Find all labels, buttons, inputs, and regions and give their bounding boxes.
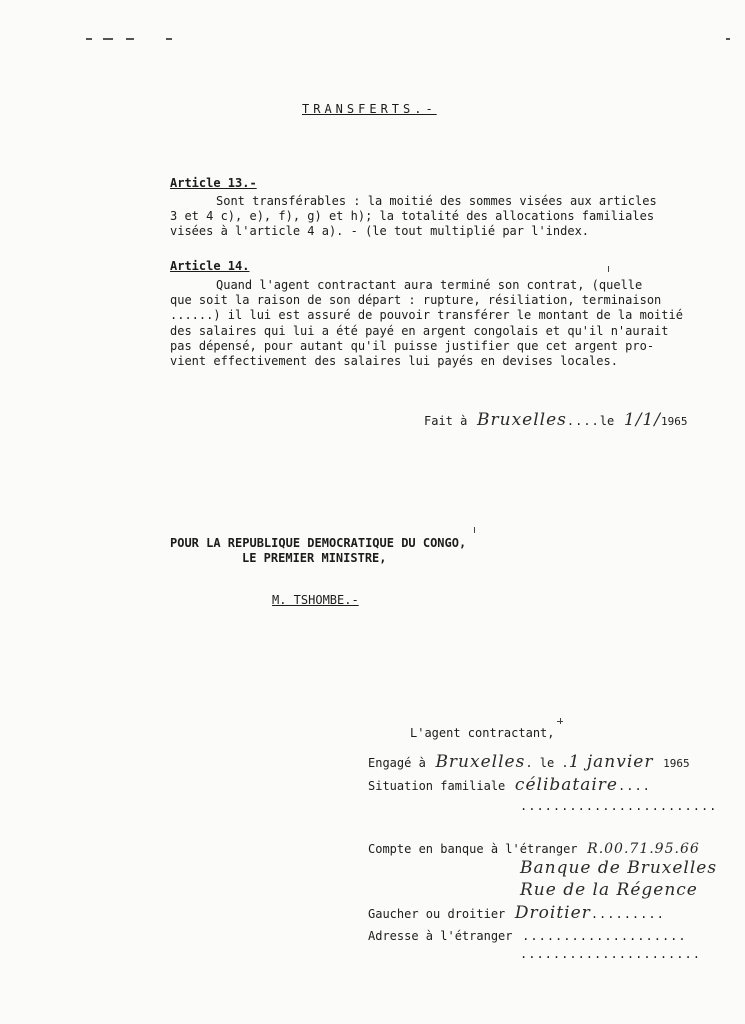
article-14-line: ......) il lui est assuré de pouvoir transférer le montant de la moitié <box>170 308 683 322</box>
article-14-line: que soit la raison de son départ : rupture, résiliation, terminaison <box>170 293 662 307</box>
article-14-line: vient effectivement des salaires lui payés en devises locales. <box>170 354 618 368</box>
engage-year: 1965 <box>663 757 690 770</box>
gaucher-label: Gaucher ou droitier <box>368 907 506 921</box>
engage-line <box>368 752 690 772</box>
fait-dots: .... <box>566 414 600 428</box>
fait-line <box>424 410 687 430</box>
article-13-line: visées à l'article 4 a). - (le tout multiplié par l'index. <box>170 224 590 238</box>
gaucher-line <box>368 903 665 923</box>
compte-number-handwritten: R.00.71.95.66 <box>587 841 700 857</box>
agent-heading: L'agent contractant, <box>410 726 555 740</box>
article-14-line: des salaires qui lui a été payé en argent congolais et qu'il n'aurait <box>170 324 669 338</box>
article-13-line: Sont transférables : la moitié des sommes visées aux articles <box>216 194 657 208</box>
scan-speck <box>103 38 113 40</box>
adresse-label: Adresse à l'étranger <box>368 929 513 943</box>
situation-blank-line: ........................ <box>520 799 718 813</box>
article-13-line: 3 et 4 c), e), f), g) et h); la totalité des allocations familiales <box>170 209 655 223</box>
document-title: TRANSFERTS.- <box>302 102 437 116</box>
adresse-line <box>368 925 687 944</box>
situation-line <box>368 775 651 795</box>
signatory-line-1: POUR LA REPUBLIQUE DEMOCRATIQUE DU CONGO, <box>170 536 467 550</box>
article-14-heading: Article 14. <box>170 259 250 273</box>
compte-label: Compte en banque à l'étranger <box>368 842 578 856</box>
fait-label: Fait à <box>424 414 468 428</box>
scan-speck <box>166 38 172 40</box>
scan-mark <box>557 721 563 722</box>
article-14-line: Quand l'agent contractant aura terminé son contrat, (quelle <box>216 278 643 292</box>
engage-place-handwritten: Bruxelles <box>435 752 526 772</box>
scan-speck <box>86 38 92 40</box>
scan-speck <box>126 38 134 40</box>
article-13-heading: Article 13.- <box>170 176 257 190</box>
situation-label: Situation familiale <box>368 779 506 793</box>
gaucher-value-handwritten: Droitier <box>514 903 591 923</box>
scan-mark <box>608 266 609 272</box>
engage-le: . le . <box>525 756 569 770</box>
adresse-dots: .................... <box>522 929 687 943</box>
scan-speck <box>726 38 730 40</box>
engage-label: Engagé à <box>368 756 426 770</box>
gaucher-dots: ......... <box>590 907 665 921</box>
signatory-name: M. TSHOMBE.- <box>272 593 359 607</box>
article-14-line: pas dépensé, pour autant qu'il puisse justifier que cet argent pro- <box>170 339 655 353</box>
fait-year: 1965 <box>660 415 688 428</box>
scan-mark <box>474 527 475 533</box>
compte-line <box>368 838 700 857</box>
situation-value-handwritten: célibataire <box>514 775 618 795</box>
adresse-blank-line: ...................... <box>520 947 701 961</box>
situation-dots: .... <box>618 779 651 793</box>
fait-date-handwritten: 1/1/ <box>623 410 661 430</box>
engage-date-handwritten: 1 janvier <box>568 752 654 772</box>
fait-place-handwritten: Bruxelles <box>477 410 567 430</box>
compte-bank-handwritten: Banque de Bruxelles <box>520 858 718 878</box>
compte-address-handwritten: Rue de la Régence <box>520 880 698 900</box>
fait-le: le <box>599 414 615 428</box>
signatory-line-2: LE PREMIER MINISTRE, <box>242 551 387 565</box>
